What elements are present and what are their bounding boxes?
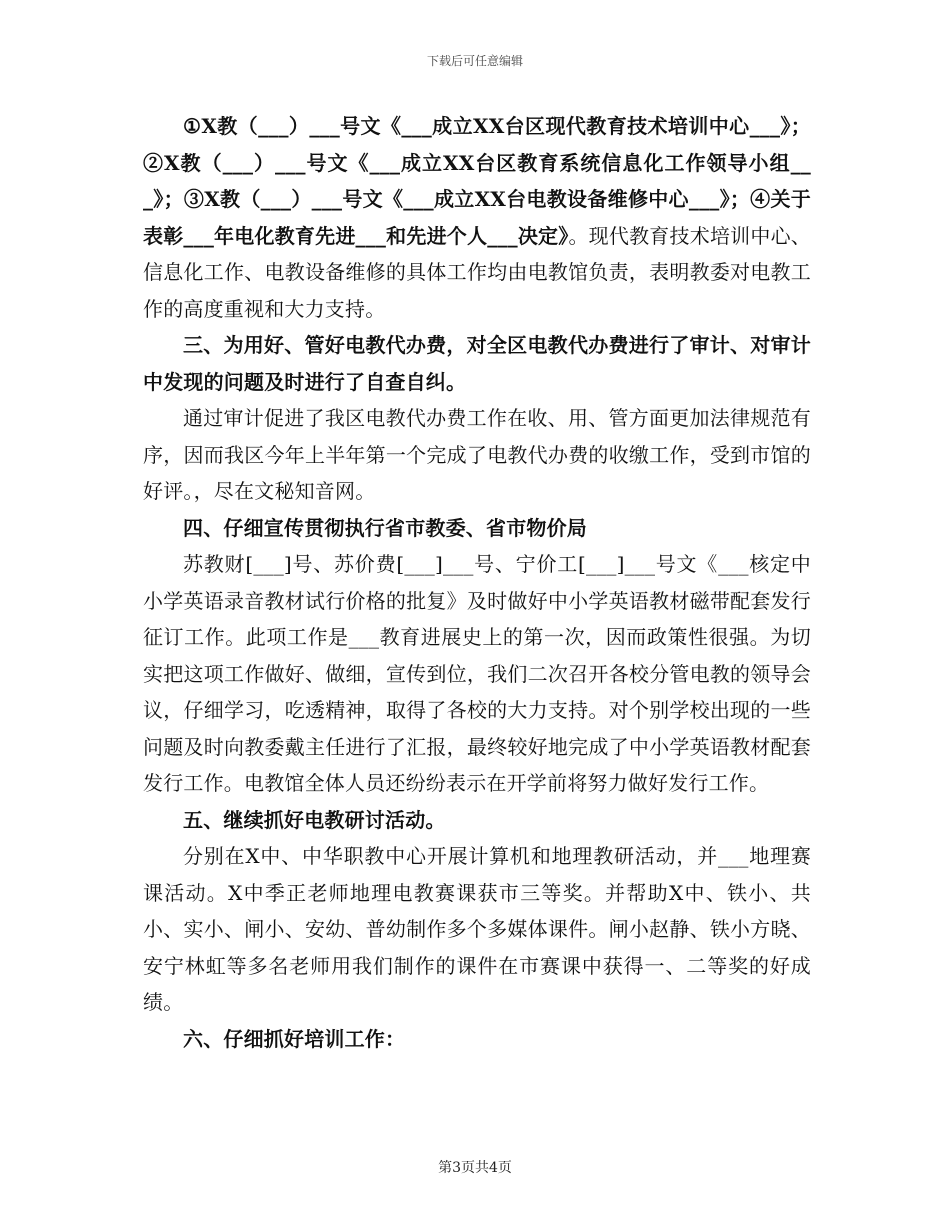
document-body	[143, 108, 811, 1057]
paragraph-documents	[143, 108, 811, 327]
document-references: ①X教（___）___号文《___成立XX台区现代教育技术培训中心___》；②X教（___）___号文《___成立XX台区教育系统信息化工作领导小组___》；③X教（___）___号文《___成立XX台电教设备维修中心___》；④关于表彰___年电化教育先进___和先进个人___决定》	[143, 114, 811, 248]
paragraph-textbooks: 苏教财[___]号、苏价费[___]___号、宁价工[___]___号文《___核定中小学英语录音教材试行价格的批复》及时做好中小学英语教材磁带配套发行征订工作。此项工作是___教育进展史上的第一次，因而政策性很强。为切实把这项工作做好、做细，宣传到位，我们二次召开各校分管电教的领导会议，仔细学习，吃透精神，取得了各校的大力支持。对个别学校出现的一些问题及时向教委戴主任进行了汇报，最终较好地完成了中小学英语教材配套发行工作。电教馆全体人员还纷纷表示在开学前将努力做好发行工作。	[143, 552, 811, 795]
document-references-note: 。现代教育技术培训中心、信息化工作、电教设备维修的具体工作均由电教馆负责，表明教委对电教工作的高度重视和大力支持。	[143, 223, 811, 321]
page-footer: 第3页共4页	[438, 1160, 512, 1176]
section-heading-6: 六、仔细抓好培训工作：	[183, 1026, 406, 1051]
paragraph-audit: 通过审计促进了我区电教代办费工作在收、用、管方面更加法律规范有序，因而我区今年上半年第一个完成了电教代办费的收缴工作，受到市馆的好评。，尽在文秘知音网。	[143, 406, 811, 503]
page-header: 下载后可任意编辑	[426, 54, 523, 68]
section-heading-3: 三、为用好、管好电教代办费，对全区电教代办费进行了审计、对审计中发现的问题及时进行了自查自纠。	[143, 333, 811, 394]
paragraph-research: 分别在X中、中华职教中心开展计算机和地理教研活动，并___地理赛课活动。X中季正老师地理电教赛课获市三等奖。并帮助X中、铁小、共小、实小、闸小、安幼、普幼制作多个多媒体课件。闸小赵静、铁小方晓、安宁林虹等多名老师用我们制作的课件在市赛课中获得一、二等奖的好成绩。	[143, 844, 811, 1014]
section-heading-5: 五、继续抓好电教研讨活动。	[183, 807, 446, 832]
section-heading-4: 四、仔细宣传贯彻执行省市教委、省市物价局	[183, 515, 587, 540]
